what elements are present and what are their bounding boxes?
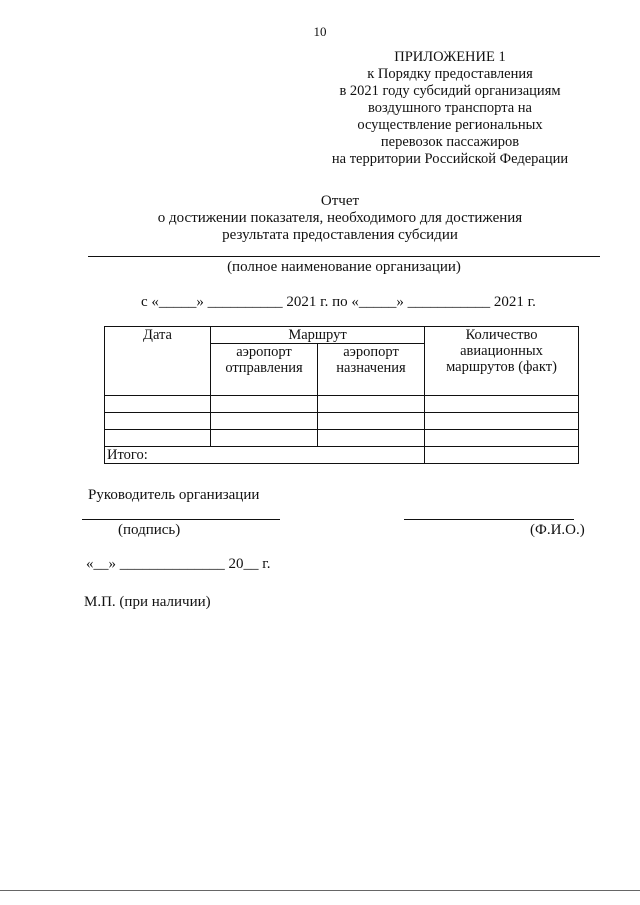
table-cell — [105, 430, 211, 447]
table-row — [105, 430, 579, 447]
table-cell — [318, 430, 425, 447]
appendix-line: в 2021 году субсидий организациям — [339, 83, 561, 99]
appendix-line: на территории Российской Федерации — [331, 151, 569, 167]
table-cell — [318, 413, 425, 430]
report-table — [104, 326, 579, 464]
page-number: 10 — [313, 24, 327, 39]
total-value — [425, 447, 579, 464]
page-bottom-rule — [0, 890, 640, 891]
header-count: Количество авиационных маршрутов (факт) — [425, 327, 579, 396]
table-row — [105, 413, 579, 430]
report-title — [60, 193, 620, 244]
header-route: Маршрут — [211, 327, 425, 344]
report-title-line: результата предоставления субсидии — [222, 227, 458, 243]
head-label: Руководитель организации — [88, 487, 260, 503]
appendix-line: осуществление региональных — [357, 117, 543, 133]
appendix-line: перевозок пассажиров — [380, 134, 520, 150]
name-line — [404, 519, 574, 520]
header-arrival: аэропорт назначения — [318, 344, 425, 396]
appendix-header — [300, 49, 600, 168]
org-name-caption: (полное наименование организации) — [227, 259, 461, 275]
appendix-line: воздушного транспорта на — [368, 100, 532, 116]
org-name-line — [88, 256, 600, 257]
table-cell — [318, 396, 425, 413]
table-cell — [211, 396, 318, 413]
stamp-label: М.П. (при наличии) — [84, 594, 211, 610]
table-total-row — [105, 447, 579, 464]
header-date: Дата — [105, 327, 211, 396]
table-cell — [425, 396, 579, 413]
report-title-line: Отчет — [320, 193, 360, 209]
signature-caption: (подпись) — [118, 522, 181, 538]
header-departure: аэропорт отправления — [211, 344, 318, 396]
table-cell — [211, 413, 318, 430]
reporting-period: с «_____» __________ 2021 г. по «_____» ___________ 2021 г. — [141, 294, 536, 310]
name-caption: (Ф.И.О.) — [530, 522, 585, 538]
table-row — [105, 396, 579, 413]
table-header-row — [105, 327, 579, 344]
table-cell — [425, 430, 579, 447]
signature-line — [82, 519, 280, 520]
table-cell — [425, 413, 579, 430]
table-cell — [105, 396, 211, 413]
total-label: Итого: — [105, 447, 425, 464]
report-title-line: о достижении показателя, необходимого для достижения — [157, 210, 523, 226]
signature-date: «__» ______________ 20__ г. — [86, 556, 271, 572]
appendix-line: к Порядку предоставления — [367, 66, 533, 82]
table-cell — [211, 430, 318, 447]
appendix-line: ПРИЛОЖЕНИЕ 1 — [394, 49, 506, 65]
table-cell — [105, 413, 211, 430]
